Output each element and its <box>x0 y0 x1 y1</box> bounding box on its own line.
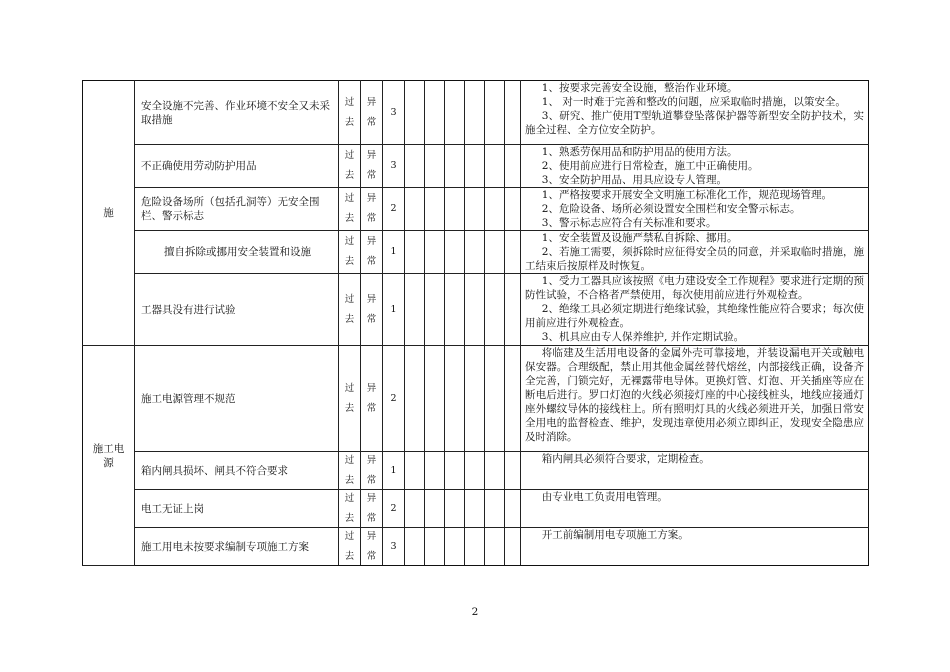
empty-cell <box>485 346 505 452</box>
char: 去 <box>344 213 355 224</box>
level-cell: 2 <box>383 490 405 528</box>
empty-cell <box>465 274 485 346</box>
empty-cell <box>445 346 465 452</box>
measure-item: 3、安全防护用品、用具应设专人管理。 <box>541 174 727 186</box>
level-cell: 2 <box>383 346 405 452</box>
tense-cell <box>339 490 361 528</box>
empty-cell <box>505 490 521 528</box>
char: 常 <box>366 170 377 181</box>
table-body <box>83 81 869 566</box>
measure-item: 1、受力工器具应该按照《电力建设安全工作规程》要求进行定期的预防性试验，不合格者严禁使用，每次使用前应进行外观检查。 <box>525 275 864 301</box>
tense-cell <box>339 452 361 490</box>
char: 过 <box>344 193 355 204</box>
char: 过 <box>344 236 355 247</box>
hazard-cell: 工器具没有进行试验 <box>135 274 339 346</box>
tense-cell <box>339 528 361 566</box>
char: 异 <box>366 530 377 542</box>
char: 常 <box>366 512 377 524</box>
hazard-table <box>82 80 869 566</box>
empty-cell <box>425 188 445 231</box>
char: 过 <box>344 530 355 542</box>
empty-cell <box>505 145 521 188</box>
table-row <box>83 81 869 145</box>
char: 去 <box>344 474 355 486</box>
state-cell <box>361 81 383 145</box>
empty-cell <box>485 188 505 231</box>
measures-cell <box>521 81 869 145</box>
table-row <box>83 145 869 188</box>
table-row <box>83 452 869 490</box>
empty-cell <box>445 274 465 346</box>
measure-item: 1、熟悉劳保用品和防护用品的使用方法。 <box>541 146 738 158</box>
measure-item: 3、机具应由专人保养维护, 并作定期试验。 <box>541 331 745 343</box>
char: 过 <box>344 293 355 305</box>
empty-cell <box>425 231 445 274</box>
table-row <box>83 188 869 231</box>
measure-item: 3、研究、推广使用T型轨道攀登坠落保护器等新型安全防护技术，实施全过程、全方位安全防护。 <box>525 110 864 136</box>
empty-cell <box>485 81 505 145</box>
empty-cell <box>425 346 445 452</box>
measures-cell <box>521 452 869 490</box>
table-row <box>83 274 869 346</box>
tense-cell <box>339 231 361 274</box>
char: 过 <box>344 492 355 504</box>
empty-cell <box>485 452 505 490</box>
empty-cell <box>405 528 425 566</box>
empty-cell <box>485 528 505 566</box>
tense-cell <box>339 81 361 145</box>
empty-cell <box>405 81 425 145</box>
state-cell <box>361 188 383 231</box>
level-cell: 3 <box>383 145 405 188</box>
char: 常 <box>366 256 377 267</box>
empty-cell <box>405 274 425 346</box>
char: 异 <box>366 236 377 247</box>
empty-cell <box>405 231 425 274</box>
hazard-cell: 箱内闸具损坏、闸具不符合要求 <box>135 452 339 490</box>
empty-cell <box>485 274 505 346</box>
hazard-cell: 不正确使用劳动防护用品 <box>135 145 339 188</box>
empty-cell <box>505 231 521 274</box>
tense-cell <box>339 346 361 452</box>
measure-item: 箱内闸具必须符合要求，定期检查。 <box>541 453 710 465</box>
measure-item: 1、 对一时难于完善和整改的问题，应采取临时措施，以策安全。 <box>541 96 846 108</box>
measures-cell <box>521 188 869 231</box>
hazard-cell: 擅自拆除或挪用安全装置和设施 <box>135 231 339 274</box>
measure-item: 1、按要求完善安全设施，整治作业环境。 <box>541 82 738 94</box>
char: 去 <box>344 170 355 181</box>
hazard-cell: 施工电源管理不规范 <box>135 346 339 452</box>
empty-cell <box>485 145 505 188</box>
char: 常 <box>366 550 377 562</box>
empty-cell <box>425 145 445 188</box>
table-row <box>83 346 869 452</box>
category-cell-safety <box>83 81 135 346</box>
table-row <box>83 490 869 528</box>
empty-cell <box>405 346 425 452</box>
empty-cell <box>405 452 425 490</box>
empty-cell <box>445 452 465 490</box>
empty-cell <box>445 231 465 274</box>
measures-cell <box>521 528 869 566</box>
measure-item: 开工前编制用电专项施工方案。 <box>541 529 689 541</box>
state-cell <box>361 528 383 566</box>
measure-item: 2、若施工需要，须拆除时应征得安全员的同意，并采取临时措施，施工结束后按原样及时恢复。 <box>525 246 864 272</box>
level-cell: 2 <box>383 188 405 231</box>
state-cell <box>361 452 383 490</box>
hazard-cell: 危险设备场所（包括孔洞等）无安全围栏、警示标志 <box>135 188 339 231</box>
hazard-cell: 安全设施不完善、作业环境不安全又未采取措施 <box>135 81 339 145</box>
char: 常 <box>366 116 377 128</box>
char: 去 <box>344 402 355 414</box>
empty-cell <box>405 490 425 528</box>
measure-item: 2、危险设备、场所必须设置安全围栏和安全警示标志。 <box>541 203 801 215</box>
char: 异 <box>366 492 377 504</box>
char: 异 <box>366 150 377 161</box>
measure-item: 1、安全装置及设施严禁私自拆除、挪用。 <box>541 232 738 244</box>
empty-cell <box>425 274 445 346</box>
empty-cell <box>405 145 425 188</box>
level-cell: 1 <box>383 231 405 274</box>
table-row <box>83 231 869 274</box>
empty-cell <box>445 528 465 566</box>
table-row <box>83 528 869 566</box>
char: 过 <box>344 454 355 466</box>
empty-cell <box>445 490 465 528</box>
hazard-cell: 施工用电未按要求编制专项施工方案 <box>135 528 339 566</box>
char: 异 <box>366 382 377 394</box>
measure-item: 1、严格按要求开展安全文明施工标准化工作，规范现场管理。 <box>541 189 832 201</box>
category-cell-power <box>83 346 135 566</box>
empty-cell <box>465 490 485 528</box>
level-cell: 3 <box>383 81 405 145</box>
empty-cell <box>405 188 425 231</box>
empty-cell <box>505 188 521 231</box>
char: 异 <box>366 193 377 204</box>
empty-cell <box>505 528 521 566</box>
state-cell <box>361 274 383 346</box>
empty-cell <box>425 490 445 528</box>
char: 异 <box>366 454 377 466</box>
empty-cell <box>465 145 485 188</box>
empty-cell <box>465 346 485 452</box>
measure-item: 2、使用前应进行日常检查，施工中正确使用。 <box>541 160 759 172</box>
char: 常 <box>366 474 377 486</box>
category-label: 施 <box>103 207 114 219</box>
char: 常 <box>366 402 377 414</box>
measure-item: 2、绝缘工具必须定期进行绝缘试验，其绝缘性能应符合要求；每次使用前应进行外观检查。 <box>525 303 864 329</box>
empty-cell <box>465 231 485 274</box>
tense-cell <box>339 274 361 346</box>
empty-cell <box>505 81 521 145</box>
char: 常 <box>366 213 377 224</box>
empty-cell <box>445 81 465 145</box>
char: 过 <box>344 150 355 161</box>
empty-cell <box>505 274 521 346</box>
measure-item: 由专业电工负责用电管理。 <box>541 491 668 503</box>
char: 过 <box>344 382 355 394</box>
empty-cell <box>425 452 445 490</box>
char: 去 <box>344 512 355 524</box>
measures-cell <box>521 490 869 528</box>
hazard-cell: 电工无证上岗 <box>135 490 339 528</box>
measure-item: 将临建及生活用电设备的金属外壳可靠接地，并装设漏电开关或触电保安器。合理级配，禁止用其他金属丝替代熔丝，内部接线正确，设备齐全完善，门锁完好，无裸露带电导体。更换灯管、灯泡、开关插座等应在断电后进行。罗口灯泡的火线必须接灯座的中心接线桩头，地线应接通灯座外螺纹导体的接线柱上。所有照明灯具的火线必须进开关，加强日常安全用电的监督检查、维护，发现违章使用必须立即纠正，发现安全隐患应及时消除。 <box>525 347 864 443</box>
measures-cell <box>521 231 869 274</box>
measures-cell <box>521 346 869 452</box>
page-number: 2 <box>471 606 479 618</box>
char: 去 <box>344 313 355 325</box>
tense-cell <box>339 188 361 231</box>
state-cell <box>361 346 383 452</box>
empty-cell <box>485 490 505 528</box>
empty-cell <box>445 145 465 188</box>
measures-cell <box>521 145 869 188</box>
level-cell: 1 <box>383 274 405 346</box>
empty-cell <box>445 188 465 231</box>
measures-cell <box>521 274 869 346</box>
char: 常 <box>366 313 377 325</box>
measure-item: 3、警示标志应符合有关标准和要求。 <box>541 217 717 229</box>
empty-cell <box>505 346 521 452</box>
category-label: 施工电源 <box>92 442 125 469</box>
char: 过 <box>344 96 355 108</box>
char: 异 <box>366 96 377 108</box>
empty-cell <box>465 81 485 145</box>
char: 去 <box>344 256 355 267</box>
char: 去 <box>344 116 355 128</box>
state-cell <box>361 231 383 274</box>
level-cell: 1 <box>383 452 405 490</box>
char: 去 <box>344 550 355 562</box>
empty-cell <box>485 231 505 274</box>
tense-cell <box>339 145 361 188</box>
level-cell: 3 <box>383 528 405 566</box>
empty-cell <box>425 528 445 566</box>
empty-cell <box>505 452 521 490</box>
empty-cell <box>425 81 445 145</box>
empty-cell <box>465 452 485 490</box>
char: 异 <box>366 293 377 305</box>
empty-cell <box>465 528 485 566</box>
empty-cell <box>465 188 485 231</box>
state-cell <box>361 145 383 188</box>
state-cell <box>361 490 383 528</box>
